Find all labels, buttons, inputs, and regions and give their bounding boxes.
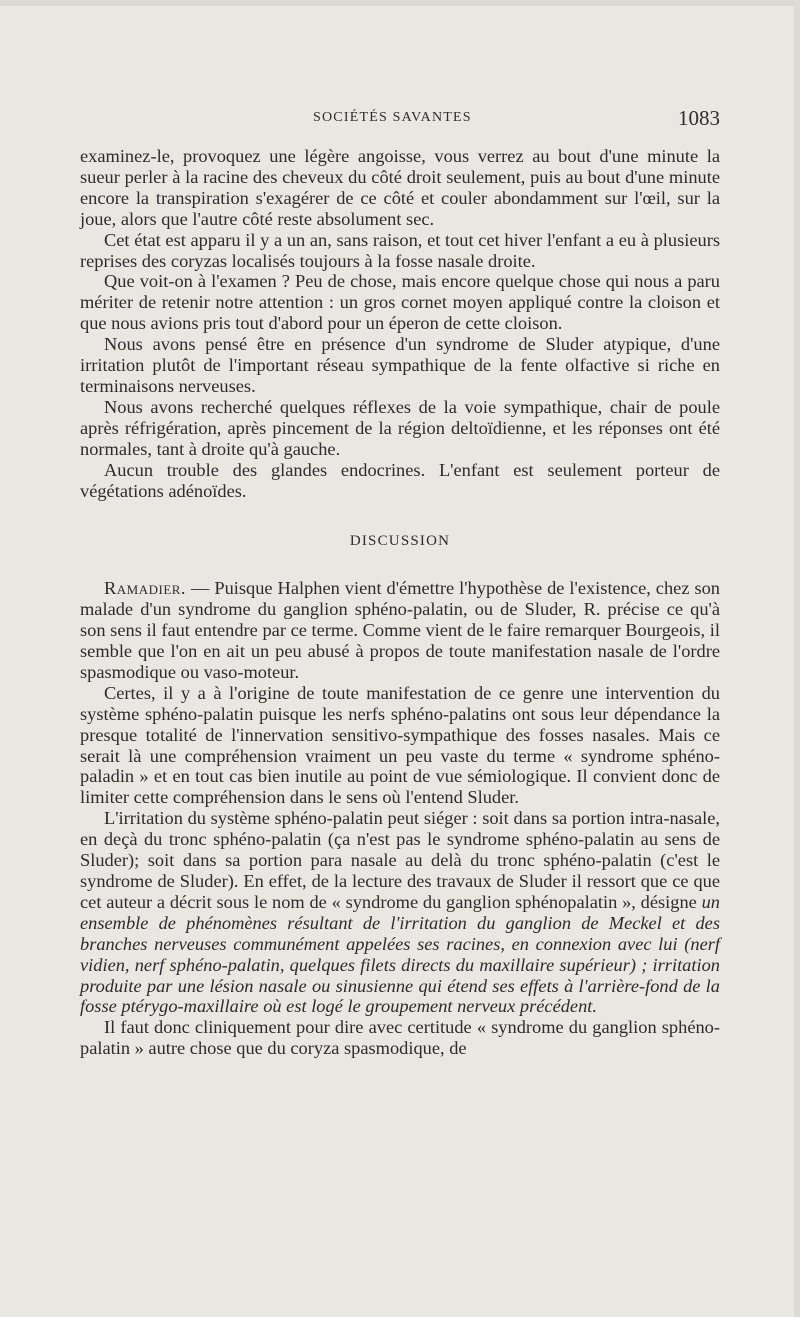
- paragraph-4: Nous avons pensé être en présence d'un syndrome de Sluder atypique, d'une irritation plutôt de l'important réseau sympathique de la fente olfactive si riche en terminaisons nerveuses.: [80, 334, 720, 396]
- paragraph-7: [80, 578, 720, 683]
- paragraph-6: Aucun trouble des glandes endocrines. L'enfant est seulement porteur de végétations adénoïdes.: [80, 459, 720, 501]
- paragraph-7-text: — Puisque Halphen vient d'émettre l'hypothèse de l'existence, chez son malade d'un syndrome du ganglion sphéno-palatin, ou de Sluder, R. précise ce qu'à son sens il faut entendre par ce terme. Comme vient de le faire remarquer Bourgeois, il semble que l'on en ait un peu abusé à propos de toute manifestation nasale de l'ordre spasmodique ou vaso-moteur.: [80, 578, 720, 682]
- paragraph-8: Certes, il y a à l'origine de toute manifestation de ce genre une intervention du système sphéno-palatin puisque les nerfs sphéno-palatins ont sous leur dépendance la presque totalité de l'innervation sensitivo-sympathique des fosses nasales. Mais ce serait là une compréhension vraiment un peu vaste du terme « syndrome sphéno-paladin » et en tout cas bien inutile au point de vue sémiologique. Il convient donc de limiter cette compréhension dans le sens où l'entend Sluder.: [80, 682, 720, 808]
- paragraph-9-quotation: un ensemble de phénomènes résultant de l'irritation du ganglion de Meckel et des branches nerveuses communément appelées ses racines, en connexion avec lui (nerf vidien, nerf sphéno-palatin, quelques filets directs du maxillaire supérieur) ; irritation produite par une lésion nasale ou sinusienne qui étend ses effets à l'arrière-fond de la fosse ptérygo-maxillaire où est logé le groupement nerveux précédent.: [80, 891, 720, 1017]
- paragraph-9-text: L'irritation du système sphéno-palatin peut siéger : soit dans sa portion intra-nasale, en deçà du tronc sphéno-palatin (ça n'est pas le syndrome sphéno-palatin au sens de Sluder); soit dans sa portion para nasale au delà du tronc sphéno-palatin (c'est le syndrome de Sluder). En effet, de la lecture des travaux de Sluder il ressort que ce que cet auteur a décrit sous le nom de « syndrome du ganglion sphénopalatin », désigne: [80, 808, 720, 912]
- body-text: [80, 146, 720, 1059]
- page-number: 1083: [678, 106, 720, 130]
- scan-edge-right: [794, 0, 800, 1317]
- paragraph-1: examinez-le, provoquez une légère angoisse, vous verrez au bout d'une minute la sueur perler à la racine des cheveux du côté droit seulement, puis au bout d'une minute encore la transpiration s'exagérer de ce côté et couler abondamment sur l'œil, sur la joue, alors que l'autre côté reste absolument sec.: [80, 146, 720, 229]
- page-header: [80, 106, 720, 134]
- discussion-heading: DISCUSSION: [349, 533, 451, 550]
- paragraph-2: Cet état est apparu il y a un an, sans raison, et tout cet hiver l'enfant a eu à plusieurs reprises des coryzas localisés toujours à la fosse nasale droite.: [80, 229, 720, 271]
- speaker-name: Ramadier.: [104, 578, 187, 599]
- paragraph-10: Il faut donc cliniquement pour dire avec certitude « syndrome du ganglion sphéno-palatin » autre chose que du coryza spasmodique, de: [80, 1017, 720, 1059]
- running-head: SOCIÉTÉS SAVANTES: [313, 110, 472, 125]
- paragraph-3: Que voit-on à l'examen ? Peu de chose, mais encore quelque chose qui nous a paru mériter de retenir notre attention : un gros cornet moyen appliqué contre la cloison et que nous avions pris tout d'abord pour un éperon de cette cloison.: [80, 271, 720, 334]
- scan-edge-top: [0, 0, 800, 6]
- paragraph-9: [80, 808, 720, 1017]
- paragraph-5: Nous avons recherché quelques réflexes de la voie sympathique, chair de poule après réfrigération, après pincement de la région deltoïdienne, et les réponses ont été normales, tant à droite qu'à gauche.: [80, 396, 720, 459]
